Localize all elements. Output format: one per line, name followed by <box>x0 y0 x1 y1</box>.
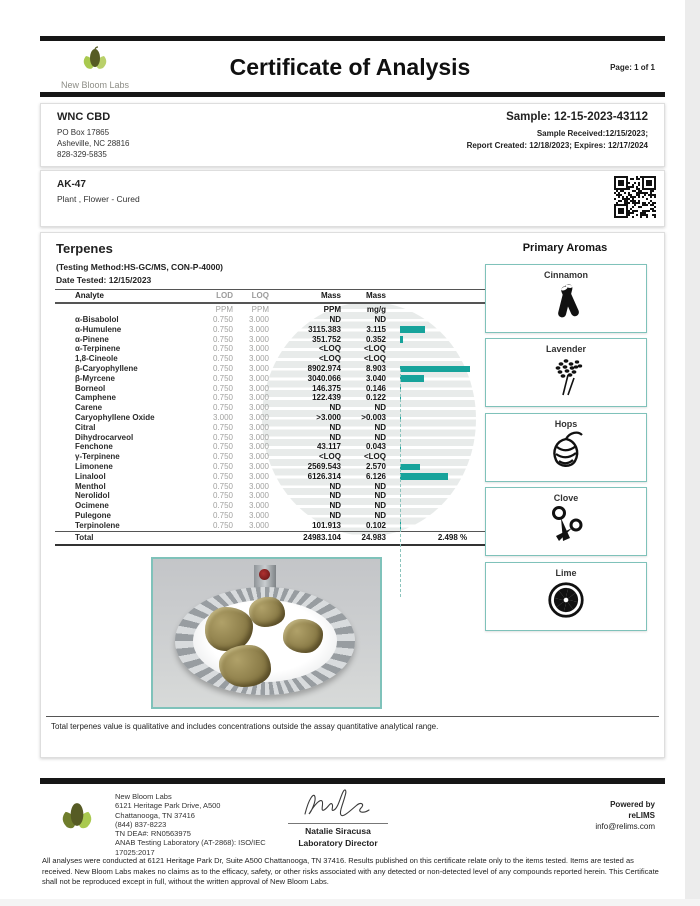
mass-ppm-cell: 146.375 <box>312 383 341 393</box>
mass-mgg-cell: ND <box>374 501 386 511</box>
analyte-cell: Caryophyllene Oxide <box>75 412 155 422</box>
lab-address-line: New Bloom Labs <box>115 792 172 801</box>
aroma-label: Clove <box>553 493 579 503</box>
bar-cell <box>400 472 484 482</box>
qr-code <box>613 175 657 219</box>
loq-cell: 3.000 <box>248 471 269 481</box>
disclaimer-text: All analyses were conducted at 6121 Heritage Park Dr, Suite A500 Chattanooga, TN 37416. Results published on this certificate relate only to the items tested. Items are tested as received. New Bloom Labs makes no claims as to the efficacy, safety, or other risks associated with any detected or non-detected level of any compounds reported herein. This Certificate shall not be reproduced except in full, without the written approval of New Bloom Labs. <box>42 856 659 887</box>
lab-address-line: 17025:2017 <box>115 847 155 857</box>
footer-lab-logo <box>58 798 96 841</box>
lod-cell: 3.000 <box>212 412 233 422</box>
loq-cell: 3.000 <box>248 452 269 462</box>
client-address2: Asheville, NC 28816 <box>57 139 130 148</box>
lod-cell: 0.750 <box>212 403 233 413</box>
lod-cell: 0.750 <box>212 461 233 471</box>
powered-by-block <box>595 799 655 832</box>
total-ppm: 24983.104 <box>303 532 341 542</box>
analyte-cell: Fenchone <box>75 442 113 452</box>
table-row <box>55 462 499 472</box>
loq-cell: 3.000 <box>248 383 269 393</box>
table-row <box>55 413 499 423</box>
sample-name: AK-47 <box>57 179 86 190</box>
mass-ppm-cell: <LOQ <box>318 354 341 364</box>
lod-cell: 0.750 <box>212 422 233 432</box>
table-row <box>55 511 499 521</box>
analyte-cell: β-Myrcene <box>75 373 116 383</box>
table-units-row <box>55 304 499 315</box>
client-name: WNC CBD <box>57 111 111 123</box>
mass-mgg-cell: 8.903 <box>365 363 386 373</box>
testing-method: (Testing Method:HS-GC/MS, CON-P-4000) <box>56 262 224 272</box>
loq-cell: 3.000 <box>248 481 269 491</box>
lime-icon <box>486 579 646 621</box>
mass-ppm-cell: ND <box>329 510 341 520</box>
mass-mgg-cell: >0.003 <box>361 412 386 422</box>
lod-cell: 0.750 <box>212 520 233 530</box>
lod-cell: 0.750 <box>212 363 233 373</box>
concentration-bar <box>400 375 424 381</box>
table-row <box>55 374 499 384</box>
total-label: Total <box>75 532 94 542</box>
bar-cell <box>400 521 484 531</box>
loq-cell: 3.000 <box>248 334 269 344</box>
loq-cell: 3.000 <box>248 393 269 403</box>
aroma-label: Lavender <box>545 344 587 354</box>
lod-cell: 0.750 <box>212 383 233 393</box>
table-row <box>55 452 499 462</box>
lavender-icon <box>486 355 646 397</box>
flower-bud <box>219 645 271 687</box>
analyte-cell: Linalool <box>75 471 106 481</box>
lod-cell: 0.750 <box>212 452 233 462</box>
lod-cell: 0.750 <box>212 510 233 520</box>
lod-cell: 0.750 <box>212 501 233 511</box>
lab-address-line: 6121 Heritage Park Drive, A500 <box>115 801 221 811</box>
header-rule-top <box>40 36 665 41</box>
header-rule-bottom <box>40 92 665 97</box>
chart-baseline <box>400 369 401 597</box>
table-row <box>55 335 499 345</box>
loq-cell: 3.000 <box>248 520 269 530</box>
table-row <box>55 384 499 394</box>
client-phone: 828-329-5835 <box>57 150 107 159</box>
lod-cell: 0.750 <box>212 324 233 334</box>
page-edge-bottom <box>0 899 700 906</box>
analyte-cell: Limonene <box>75 461 113 471</box>
mass-ppm-cell: ND <box>329 403 341 413</box>
mass-mgg-cell: ND <box>374 491 386 501</box>
table-row <box>55 491 499 501</box>
analyte-cell: γ-Terpinene <box>75 452 120 462</box>
signatory-name: Natalie Siracusa <box>305 826 371 836</box>
lab-address-line: TN DEA#: RN0563975 <box>115 829 191 839</box>
lab-logo-text: New Bloom Labs <box>60 80 130 90</box>
bar-cell <box>400 413 484 423</box>
mass-mgg-cell: <LOQ <box>363 344 386 354</box>
analyte-cell: 1,8-Cineole <box>75 354 118 364</box>
table-row <box>55 325 499 335</box>
mass-mgg-cell: <LOQ <box>363 452 386 462</box>
mass-mgg-cell: ND <box>374 315 386 324</box>
mass-mgg-cell: 3.040 <box>365 373 386 383</box>
client-sample-panel <box>40 103 665 167</box>
sample-name-panel <box>40 170 665 227</box>
lod-cell: 0.750 <box>212 432 233 442</box>
cinnamon-icon <box>486 281 646 323</box>
loq-cell: 3.000 <box>248 432 269 442</box>
analyte-cell: Terpinolene <box>75 520 120 530</box>
mass-ppm-cell: ND <box>329 501 341 511</box>
mass-ppm-cell: ND <box>329 422 341 432</box>
analyte-cell: Carene <box>75 403 103 413</box>
flower-bud <box>249 597 285 627</box>
terpenes-table <box>55 289 499 546</box>
mass-ppm-cell: ND <box>329 481 341 491</box>
mass-ppm-cell: ND <box>329 491 341 501</box>
col-lod: LOD <box>216 291 233 300</box>
loq-cell: 3.000 <box>248 501 269 511</box>
table-header-row <box>55 289 499 302</box>
sample-id: Sample: 12-15-2023-43112 <box>506 111 648 123</box>
mass-mgg-cell: 0.146 <box>365 383 386 393</box>
table-row <box>55 344 499 354</box>
mass-ppm-cell: <LOQ <box>318 344 341 354</box>
lab-logo <box>55 46 135 92</box>
clove-icon <box>486 504 646 546</box>
lod-cell: 0.750 <box>212 344 233 354</box>
concentration-bar <box>400 326 425 332</box>
aroma-box-clove <box>485 487 647 556</box>
bar-cell <box>400 325 484 335</box>
lod-cell: 0.750 <box>212 393 233 403</box>
report-created: Report Created: 12/18/2023; Expires: 12/17/2024 <box>466 141 648 150</box>
bar-cell <box>400 364 484 374</box>
aroma-box-cinnamon <box>485 264 647 333</box>
mass-mgg-cell: 3.115 <box>366 324 386 334</box>
table-row <box>55 354 499 364</box>
analyte-cell: Menthol <box>75 481 106 491</box>
table-row <box>55 442 499 452</box>
sample-photo <box>151 557 382 709</box>
hops-icon <box>486 430 646 472</box>
mass-ppm-cell: ND <box>329 432 341 442</box>
concentration-bar <box>400 366 470 372</box>
mass-ppm-cell: <LOQ <box>318 452 341 462</box>
primary-aromas-title: Primary Aromas <box>522 242 608 254</box>
flower-bud <box>283 619 323 653</box>
lod-cell: 0.750 <box>212 471 233 481</box>
signature-block <box>288 786 388 848</box>
terpenes-title: Terpenes <box>56 241 113 256</box>
mass-ppm-cell: 2569.543 <box>307 461 341 471</box>
bar-cell <box>400 442 484 452</box>
unit-mass-ppm: PPM <box>323 305 341 314</box>
analyte-cell: Camphene <box>75 393 116 403</box>
col-analyte: Analyte <box>75 291 104 300</box>
mass-ppm-cell: 351.752 <box>312 334 341 344</box>
table-row <box>55 423 499 433</box>
bloom-leaf-icon <box>58 798 96 836</box>
lims-name: reLIMS <box>628 811 655 820</box>
table-row <box>55 472 499 482</box>
table-row <box>55 482 499 492</box>
mass-mgg-cell: ND <box>374 403 386 413</box>
lab-address-line: (844) 837-8223 <box>115 819 167 829</box>
lod-cell: 0.750 <box>212 481 233 491</box>
mass-ppm-cell: 6126.314 <box>307 471 341 481</box>
unit-loq: PPM <box>251 305 269 314</box>
mass-ppm-cell: 43.117 <box>316 442 341 452</box>
loq-cell: 3.000 <box>248 363 269 373</box>
mass-ppm-cell: 101.913 <box>312 520 341 530</box>
lod-cell: 0.750 <box>212 315 233 324</box>
lod-cell: 0.750 <box>212 334 233 344</box>
analyte-cell: α-Pinene <box>75 334 109 344</box>
mass-mgg-cell: <LOQ <box>363 354 386 364</box>
loq-cell: 3.000 <box>248 344 269 354</box>
signature <box>299 786 377 820</box>
analyte-cell: Borneol <box>75 383 106 393</box>
mass-mgg-cell: ND <box>374 510 386 520</box>
bloom-leaf-icon <box>80 46 110 74</box>
signature-line <box>288 823 388 824</box>
mass-mgg-cell: 0.102 <box>365 520 386 530</box>
table-body <box>55 315 499 531</box>
loq-cell: 3.000 <box>248 373 269 383</box>
analyte-cell: Pulegone <box>75 510 112 520</box>
terpenes-note: Total terpenes value is qualitative and includes concentrations outside the assay quantitative analytical range. <box>51 722 439 731</box>
aroma-label: Lime <box>555 567 577 578</box>
aroma-box-lavender <box>485 338 647 407</box>
mass-mgg-cell: 0.122 <box>365 393 386 403</box>
table-row <box>55 315 499 325</box>
client-address1: PO Box 17865 <box>57 128 110 137</box>
loq-cell: 3.000 <box>248 403 269 413</box>
mass-mgg-cell: 0.043 <box>365 442 386 452</box>
sample-received: Sample Received:12/15/2023; <box>536 129 648 138</box>
lab-address-line: Chattanooga, TN 37416 <box>115 810 195 820</box>
page-title: Certificate of Analysis <box>229 54 471 80</box>
col-mass-mgg: Mass <box>365 291 386 300</box>
lod-cell: 0.750 <box>212 442 233 452</box>
mass-ppm-cell: 122.439 <box>312 393 341 403</box>
loq-cell: 3.000 <box>248 491 269 501</box>
mass-ppm-cell: ND <box>329 315 341 324</box>
analyte-cell: α-Terpinene <box>75 344 121 354</box>
lod-cell: 0.750 <box>212 373 233 383</box>
table-row <box>55 393 499 403</box>
loq-cell: 3.000 <box>248 461 269 471</box>
lod-cell: 0.750 <box>212 354 233 364</box>
signatory-title: Laboratory Director <box>298 838 378 848</box>
table-row <box>55 433 499 443</box>
loq-cell: 3.000 <box>248 315 269 324</box>
table-row <box>55 403 499 413</box>
table-row <box>55 521 499 531</box>
aroma-label: Cinnamon <box>544 270 588 280</box>
analyte-cell: Citral <box>75 422 96 432</box>
sample-type: Plant , Flower - Cured <box>57 194 140 204</box>
mass-ppm-cell: 3040.066 <box>307 373 341 383</box>
table-row <box>55 364 499 374</box>
footer-rule <box>40 778 665 784</box>
analyte-cell: β-Caryophyllene <box>75 363 138 373</box>
bar-cell <box>400 335 484 345</box>
unit-mass-mgg: mg/g <box>366 305 386 314</box>
concentration-bar <box>400 473 448 479</box>
mass-mgg-cell: ND <box>374 481 386 491</box>
bar-cell <box>400 384 484 394</box>
mass-mgg-cell: 0.352 <box>365 334 386 344</box>
page-edge <box>685 0 700 906</box>
mass-mgg-cell: 6.126 <box>365 471 386 481</box>
analyte-cell: α-Bisabolol <box>75 315 119 324</box>
analyte-cell: α-Humulene <box>75 324 122 334</box>
mass-ppm-cell: >3.000 <box>316 412 341 422</box>
table-row <box>55 501 499 511</box>
aroma-box-lime <box>485 562 647 631</box>
bar-cell <box>400 462 484 472</box>
lod-cell: 0.750 <box>212 491 233 501</box>
mass-mgg-cell: ND <box>374 432 386 442</box>
dish-red-dot <box>259 569 270 580</box>
col-mass-ppm: Mass <box>320 291 341 300</box>
results-panel <box>40 232 665 758</box>
analyte-cell: Nerolidol <box>75 491 110 501</box>
total-mgg: 24.983 <box>361 532 386 542</box>
page-number: Page: 1 of 1 <box>610 63 655 72</box>
powered-by-label: Powered by <box>610 800 655 809</box>
aroma-label: Hops <box>554 418 578 429</box>
lab-address-line: ANAB Testing Laboratory (AT-2868): ISO/IEC <box>115 838 266 848</box>
mass-ppm-cell: 3115.383 <box>308 324 341 334</box>
mass-mgg-cell: ND <box>374 422 386 432</box>
bar-cell <box>400 393 484 403</box>
unit-lod: PPM <box>215 305 233 314</box>
mass-ppm-cell: 8902.974 <box>307 363 341 373</box>
loq-cell: 3.000 <box>248 354 269 364</box>
lab-address-block <box>115 792 266 857</box>
total-percent: 2.498 % <box>437 532 468 542</box>
loq-cell: 3.000 <box>248 422 269 432</box>
loq-cell: 3.000 <box>248 412 269 422</box>
loq-cell: 3.000 <box>248 442 269 452</box>
aroma-box-hops <box>485 413 647 482</box>
lims-email: info@relims.com <box>595 822 655 831</box>
analyte-cell: Dihydrocarveol <box>75 432 134 442</box>
loq-cell: 3.000 <box>248 510 269 520</box>
analyte-cell: Ocimene <box>75 501 109 511</box>
col-loq: LOQ <box>251 291 269 300</box>
concentration-bar <box>400 336 403 342</box>
mass-mgg-cell: 2.570 <box>365 461 386 471</box>
note-divider <box>46 716 659 717</box>
bar-cell <box>400 374 484 384</box>
date-tested: Date Tested: 12/15/2023 <box>56 275 152 285</box>
total-row <box>55 531 499 546</box>
loq-cell: 3.000 <box>248 324 269 334</box>
concentration-bar <box>400 464 420 470</box>
